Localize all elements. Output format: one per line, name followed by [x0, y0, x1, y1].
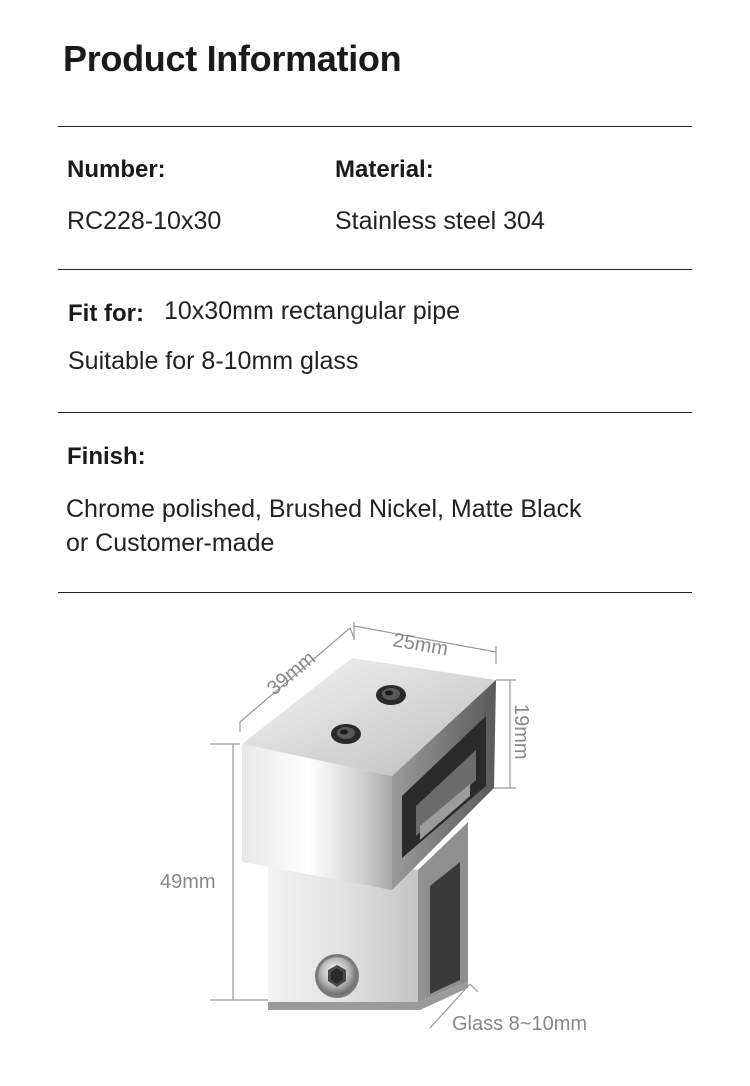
top-screw-hole-1 — [376, 685, 406, 705]
divider-2 — [58, 269, 692, 270]
divider-3 — [58, 412, 692, 413]
page-title: Product Information — [63, 38, 402, 79]
dim-length-label: 39mm — [263, 647, 320, 700]
product-image — [0, 600, 750, 1086]
material-label: Material: — [335, 156, 434, 183]
number-label: Number: — [67, 156, 166, 183]
dim-width-label: 25mm — [391, 629, 450, 661]
material-value: Stainless steel 304 — [335, 207, 545, 235]
number-value: RC228-10x30 — [67, 207, 222, 235]
finish-label: Finish: — [67, 443, 146, 470]
finish-value — [66, 492, 706, 560]
finish-line-1: Chrome polished, Brushed Nickel, Matte Black — [66, 495, 582, 523]
fit-value: 10x30mm rectangular pipe — [164, 297, 460, 325]
divider-4 — [58, 592, 692, 593]
front-screw — [315, 954, 359, 998]
fit-label: Fit for: — [68, 300, 144, 327]
dim-glass-label: Glass 8~10mm — [452, 1013, 588, 1035]
fit-note: Suitable for 8-10mm glass — [68, 347, 359, 375]
dim-height-total-label: 49mm — [160, 871, 216, 893]
finish-line-2: or Customer-made — [66, 529, 275, 557]
divider-1 — [58, 126, 692, 127]
top-screw-hole-2 — [331, 724, 361, 744]
dim-height-top-label: 19mm — [510, 704, 532, 760]
